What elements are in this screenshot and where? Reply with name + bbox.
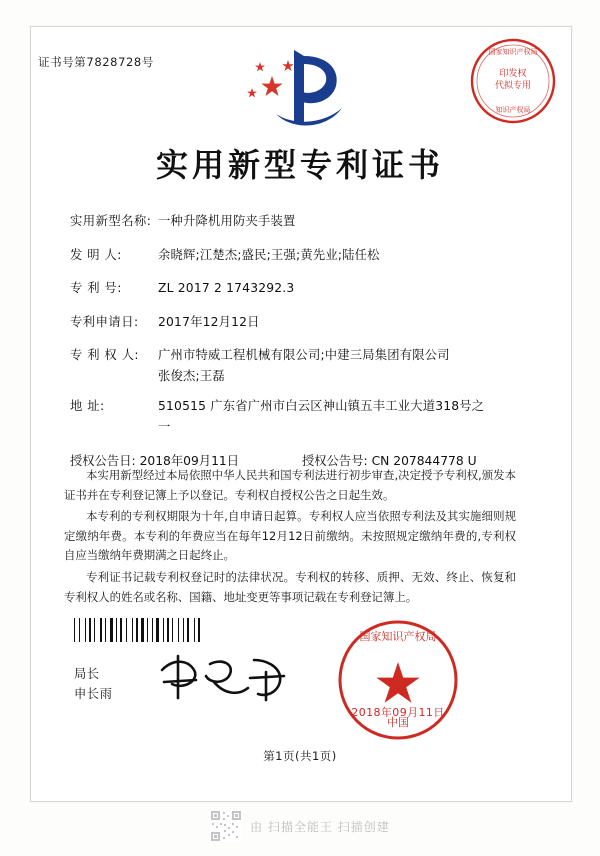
field-label: 专 利 号: <box>70 281 122 296</box>
field-value-line2: 一 <box>158 420 171 435</box>
publication-number-value: CN 207844778 U <box>371 453 477 468</box>
field-value: 余晓辉;江楚杰;盛民;王强;黄先业;陆任松 <box>158 247 380 262</box>
publication-date-value: 2018年09月11日 <box>139 453 240 468</box>
body-paragraph-1: 本实用新型经过本局依照中华人民共和国专利法进行初步审查,决定授予专利权,颁发本证书并在专利登记簿上予以登记。专利权自授权公告之日起生效。 <box>64 468 516 502</box>
svg-text:国家知识产权局: 国家知识产权局 <box>488 48 538 56</box>
field-row-address <box>70 397 510 437</box>
body-paragraph-3: 专利证书记载专利权登记时的法律状况。专利权的转移、质押、无效、终止、恢复和专利权人的姓名或名称、国籍、地址变更等事项记载在专利登记簿上。 <box>64 570 516 604</box>
field-label: 专 利 权 人: <box>70 348 140 363</box>
seal-date: 2018年09月11日 <box>351 706 445 719</box>
qr-code-icon <box>210 810 242 842</box>
body-paragraph-2: 本专利的专利权期限为十年,自申请日起算。专利权人应当依照专利法及其实施细则规定缴纳年费。本专利的年费应当在每年12月12日前缴纳。未按照规定缴纳年费的,专利权自应当缴纳年费期满之日起终止。 <box>64 509 516 563</box>
page-footer: 第1页(共1页) <box>263 749 337 763</box>
certificate-number: 证书号第7828728号 <box>38 55 154 69</box>
scan-watermark <box>0 808 600 844</box>
signature-title: 局长 <box>74 667 100 681</box>
watermark-text: 由 扫描全能王 扫描创建 <box>250 819 390 834</box>
field-row-name <box>70 212 510 231</box>
field-value: 一种升降机用防夹手装置 <box>158 214 296 228</box>
document-title: 实用新型专利证书 <box>155 146 444 184</box>
field-value: ZL 2017 2 1743292.3 <box>158 281 295 296</box>
field-value: 2017年12月12日 <box>158 314 260 329</box>
body-text <box>64 466 516 609</box>
field-value-line1: 510515 广东省广州市白云区神山镇五丰工业大道318号之 <box>158 399 485 414</box>
field-row-patent-number <box>70 279 510 298</box>
field-value <box>158 397 510 437</box>
field-value-line1: 广州市特威工程机械有限公司;中建三局集团有限公司 <box>158 348 450 363</box>
cnipa-logo-icon <box>232 40 352 132</box>
svg-text:知识产权局: 知识产权局 <box>495 106 531 114</box>
handwritten-signature-icon <box>154 650 294 708</box>
field-label: 实用新型名称: <box>70 214 152 228</box>
field-row-inventors <box>70 246 510 265</box>
svg-text:中国: 中国 <box>387 716 409 729</box>
signature-name: 申长雨 <box>74 687 113 702</box>
field-label: 专利申请日: <box>70 314 139 329</box>
field-row-patentee <box>70 346 510 386</box>
field-row-application-date <box>70 313 510 332</box>
field-label: 发 明 人: <box>70 247 122 262</box>
issuing-authority-seal-icon <box>470 38 556 124</box>
svg-text:代拟专用: 代拟专用 <box>494 81 532 91</box>
barcode <box>74 618 254 642</box>
svg-text:印发权: 印发权 <box>499 69 527 79</box>
signature-block <box>74 664 112 705</box>
field-value <box>158 346 510 386</box>
official-seal-icon <box>336 618 460 742</box>
field-label: 地 址: <box>70 399 105 414</box>
field-list <box>70 212 510 471</box>
publication-number-label: 授权公告号: <box>302 453 368 468</box>
publication-date-label: 授权公告日: <box>70 453 136 468</box>
field-value-line2: 张俊杰;王磊 <box>158 369 225 384</box>
svg-text:国家知识产权局: 国家知识产权局 <box>359 630 437 643</box>
